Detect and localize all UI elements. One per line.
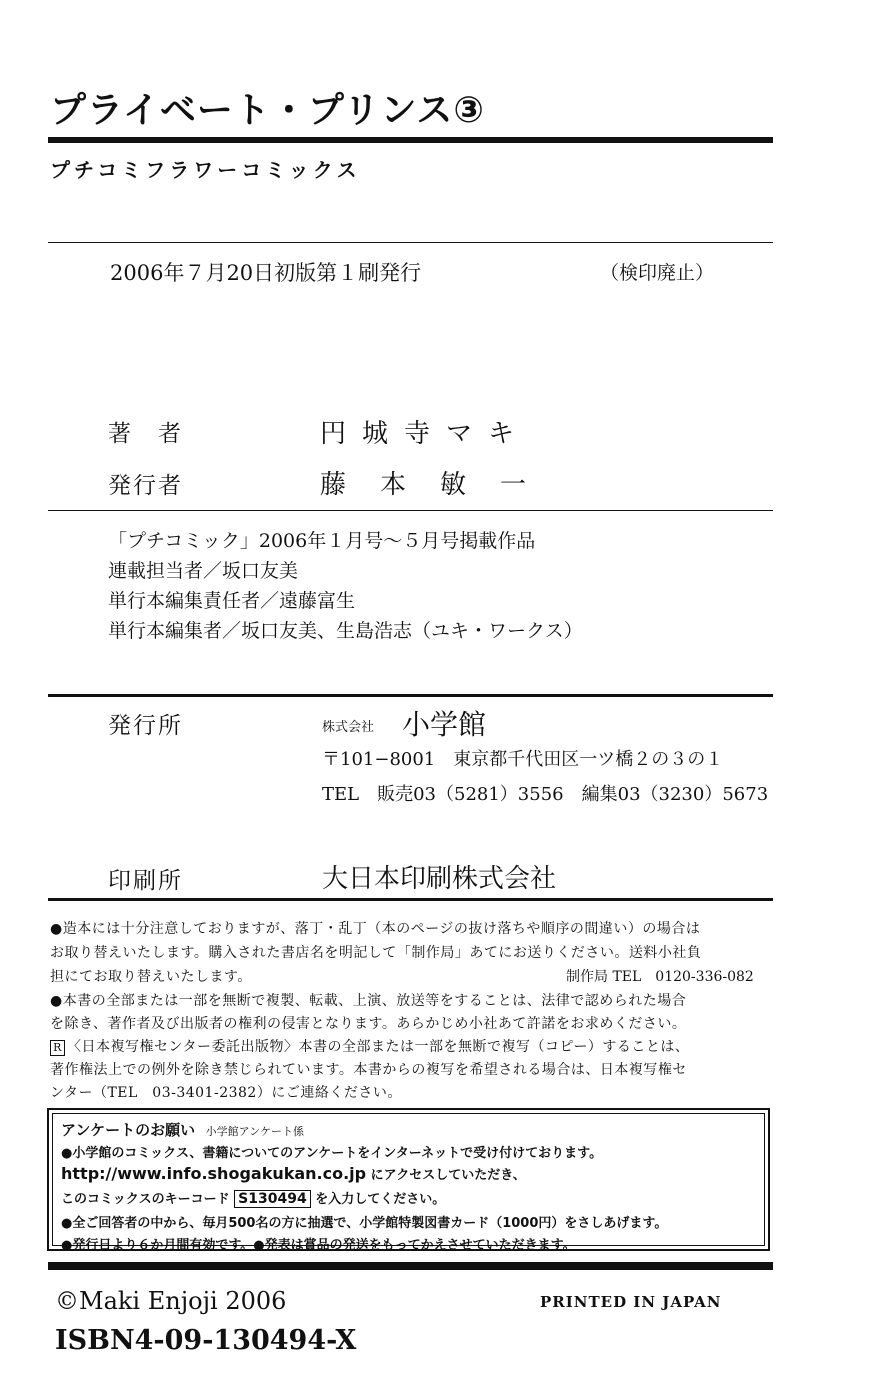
credit-line: 単行本編集者／坂口友美、生島浩志（ユキ・ワークス） [108,620,583,642]
author-name: 円城寺マキ [320,419,531,449]
divider-thin-2 [48,510,773,511]
survey-keycode-suffix: を入力してください。 [315,1192,446,1207]
notice-line: ●本書の全部または一部を無断で複製、転載、上演、放送等をすることは、法律で認められた場合 [50,993,687,1009]
publication-date: 2006年７月20日初版第１刷発行 [110,261,422,285]
copyright: ©Maki Enjoji 2006 [55,1287,287,1315]
survey-keycode-prefix: このコミックスのキーコード [61,1192,230,1207]
printed-in: PRINTED IN JAPAN [540,1293,722,1311]
survey-inner-frame [52,1113,765,1253]
notice-line: 担にてお取り替えいたします。 [50,969,252,985]
corp-type: 株式会社 [322,720,375,735]
survey-url-suffix: にアクセスしていただき、 [370,1168,526,1183]
title-divider [48,137,773,143]
notice-line-jrrc [50,1036,689,1056]
divider-thick-1 [48,694,773,697]
publisher-person-name: 藤本敏一 [320,470,561,500]
publisher-person-label: 発行者 [108,473,183,499]
survey-line: ●発行日より６か月間有効です。●発表は賞品の発送をもってかえさせていただきます。 [61,1238,576,1253]
credit-line: 単行本編集責任者／遠藤富生 [108,590,356,612]
author-label: 著 者 [108,421,183,447]
production-tel: 制作局 TEL 0120-336-082 [566,969,754,985]
publisher-tel: TEL 販売03（5281）3556 編集03（3230）5673 [322,784,769,805]
survey-keycode-row [61,1188,445,1208]
survey-heading-sub: 小学館アンケート係 [205,1125,304,1138]
printer-label: 印刷所 [108,868,183,894]
notice-line: お取り替えいたします。購入された書店名を明記して「制作局」あてにお送りください。送料小社負 [50,945,702,961]
key-code: S130494 [234,1190,311,1208]
notice-line: ンター（TEL 03-3401-2382）にご連絡ください。 [50,1085,402,1101]
publisher-office-label: 発行所 [108,713,183,739]
notice-text: 〈日本複写権センター委託出版物〉本書の全部または一部を無断で複写（コピー）することは、 [67,1039,690,1055]
divider-thick-2 [48,898,773,901]
survey-box [47,1108,770,1251]
survey-heading: アンケートのお願い [61,1121,196,1139]
credit-line: 「プチコミック」2006年１月号～５月号掲載作品 [108,530,536,552]
notice-line: ●造本には十分注意しておりますが、落丁・乱丁（本のページの抜け落ちや順序の間違い）の場合は [50,921,701,937]
book-title: プライベート・プリンス③ [50,90,485,131]
isbn: ISBN4-09-130494-X [55,1325,357,1356]
divider-thin-1 [48,242,773,243]
survey-url[interactable]: http://www.info.shogakukan.co.jp [61,1164,367,1183]
publisher-name: 小学館 [402,708,487,741]
divider-thick-3 [48,1262,773,1270]
registered-mark-icon: R [50,1040,65,1056]
survey-url-row [61,1164,526,1183]
notice-line: 著作権法上での例外を除き禁じられています。本書からの複写を希望される場合は、日本複写権セ [50,1062,687,1078]
survey-heading-row [61,1119,304,1140]
credit-line: 連載担当者／坂口友美 [108,560,299,582]
survey-line: ●全ご回答者の中から、毎月500名の方に抽選で、小学館特製図書カード（1000円）をさしあげます。 [61,1216,668,1231]
seal-note: （検印廃止） [600,262,715,284]
notice-line: を除き、著作者及び出版者の権利の侵害となります。あらかじめ小社あて許諾をお求めください。 [50,1016,687,1032]
survey-line: ●小学館のコミックス、書籍についてのアンケートをインターネットで受け付けております。 [61,1146,603,1161]
publisher-address: 〒101−8001 東京都千代田区一ツ橋２の３の１ [322,749,724,770]
printer-name: 大日本印刷株式会社 [322,864,557,894]
series-name: プチコミフラワーコミックス [50,158,361,182]
